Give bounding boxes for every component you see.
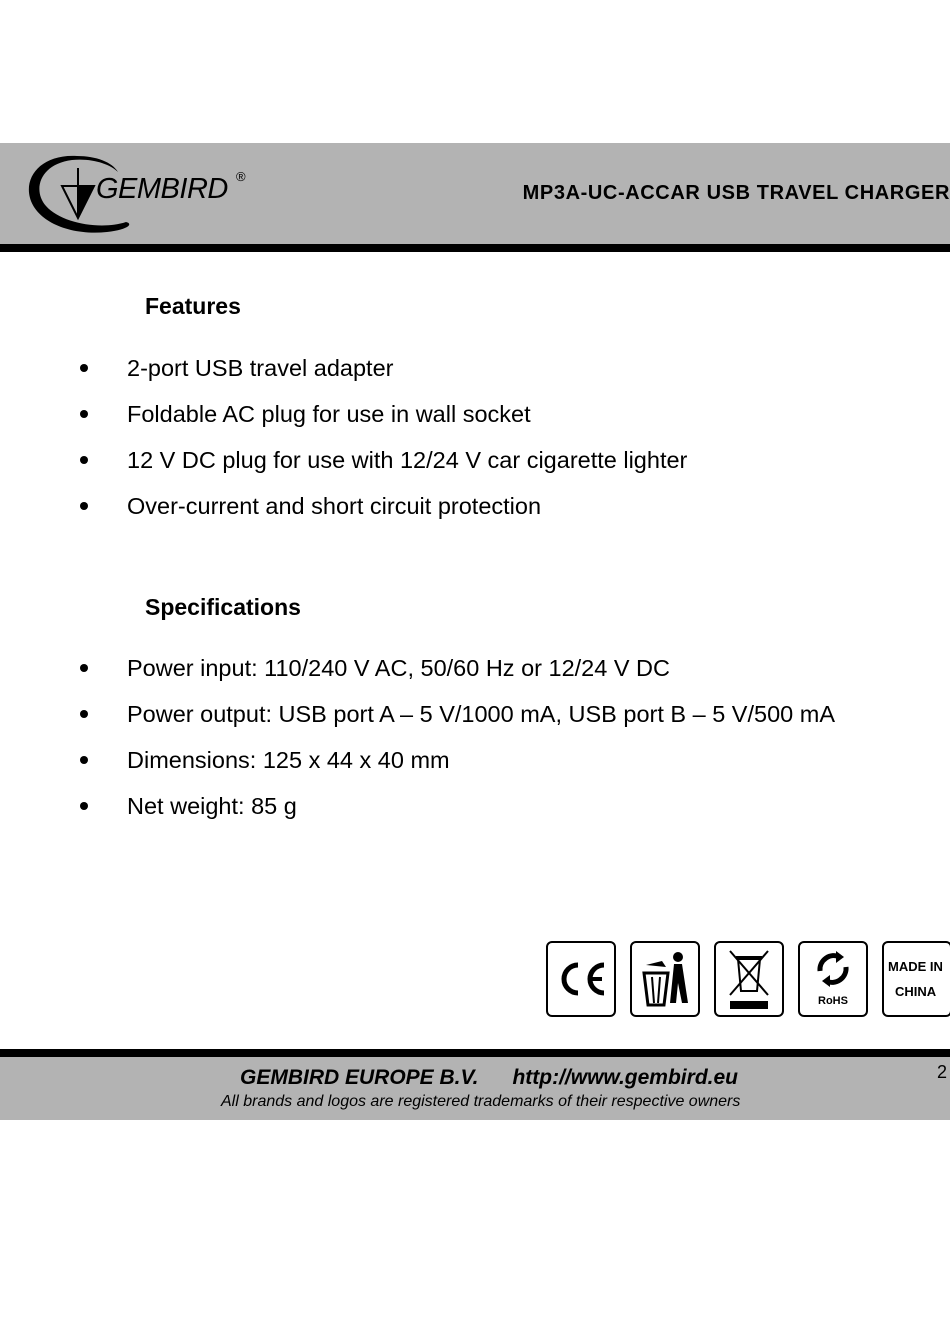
website-link[interactable]: http://www.gembird.eu: [512, 1066, 738, 1089]
bullet-icon: [80, 710, 88, 718]
footer-contact: [240, 1066, 738, 1090]
bullet-icon: [80, 502, 88, 510]
tidy-bin-icon: [630, 941, 700, 1017]
rohs-mark-icon: [798, 941, 868, 1017]
rohs-label: RoHS: [818, 995, 848, 1007]
company-name: GEMBIRD EUROPE B.V.: [240, 1066, 479, 1089]
registered-mark: ®: [236, 169, 246, 184]
features-heading: Features: [145, 293, 241, 319]
bullet-icon: [80, 410, 88, 418]
ce-mark-icon: [546, 941, 616, 1017]
trademark-note: All brands and logos are registered trademarks of their respective owners: [221, 1093, 741, 1110]
weee-crossed-bin-icon: [714, 941, 784, 1017]
bullet-icon: [80, 756, 88, 764]
brand-wordmark: GEMBIRD: [96, 173, 228, 205]
header-rule: [0, 244, 950, 252]
specifications-heading: Specifications: [145, 594, 301, 620]
page-number: 2: [936, 1062, 947, 1082]
bullet-icon: [80, 664, 88, 672]
document-title: MP3A-UC-ACCAR USB TRAVEL CHARGER: [522, 182, 950, 204]
china-label: CHINA: [895, 984, 937, 999]
made-in-china-mark: [882, 941, 950, 1017]
bullet-icon: [80, 364, 88, 372]
bullet-icon: [80, 802, 88, 810]
made-in-label: MADE IN: [888, 959, 943, 974]
bullet-icon: [80, 456, 88, 464]
footer-rule: [0, 1049, 950, 1057]
